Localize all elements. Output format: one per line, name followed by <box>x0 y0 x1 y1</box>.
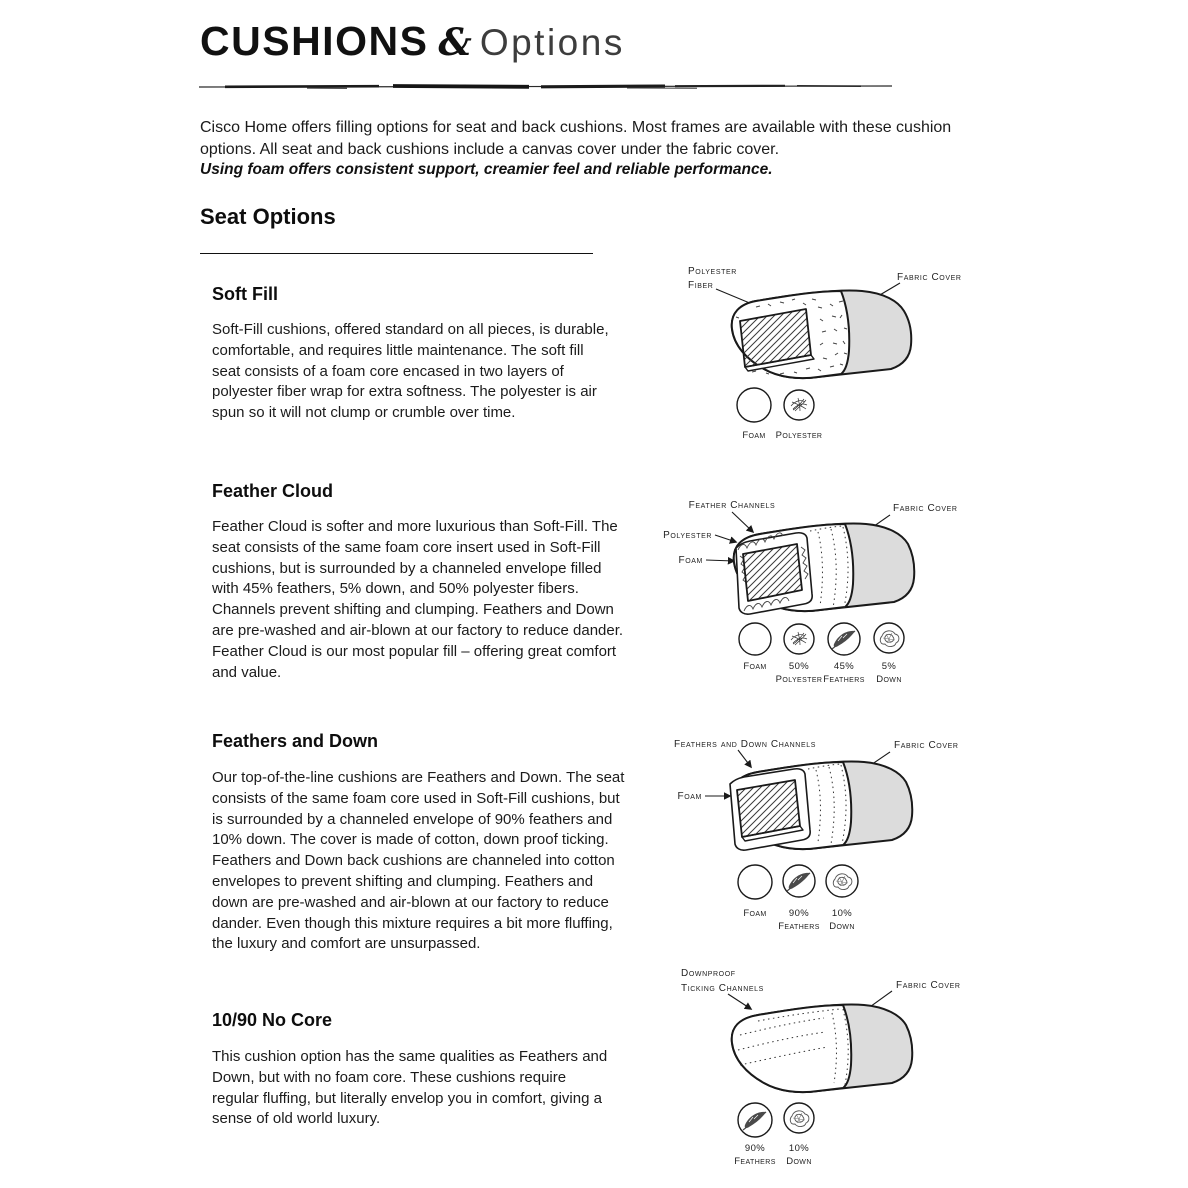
figure-10-90-no-core-cushion <box>650 955 990 1185</box>
foam-core <box>737 780 800 837</box>
title-underline <box>197 80 897 94</box>
callout-arrow <box>728 994 751 1009</box>
figure-feathers-and-down-cushion <box>650 730 990 935</box>
key-label: Polyester <box>775 430 823 441</box>
title-ampersand: & <box>438 20 472 64</box>
page-title <box>200 18 625 65</box>
key-label: 5% <box>881 661 897 672</box>
callout-downproof-ticking: Downproof <box>681 968 736 979</box>
callout-foam: Foam <box>678 555 703 566</box>
key-circle-foam <box>737 388 771 422</box>
callout-feathers-down-channels: Feathers and Down Channels <box>674 739 816 750</box>
heading-10-90-no-core: 10/90 No Core <box>212 1010 333 1030</box>
key-label: 10% <box>788 1143 810 1154</box>
key-label: Down <box>876 674 902 685</box>
key-circle-down <box>874 623 904 653</box>
heading-feather-cloud: Feather Cloud <box>212 481 334 501</box>
figure-soft-fill-cushion <box>660 255 990 455</box>
key-circle-down <box>826 865 858 897</box>
callout-arrow <box>738 750 751 767</box>
callout-polyester-fiber: Polyester <box>688 266 737 277</box>
callout-polyester: Polyester <box>663 530 712 541</box>
key-label: 90% <box>788 908 810 919</box>
key-label: Down <box>829 921 855 932</box>
key-label: Feathers <box>734 1156 776 1167</box>
title-word-cushions: CUSHIONS <box>200 18 429 64</box>
callout-fabric-cover: Fabric Cover <box>894 740 959 751</box>
key-label: 90% <box>744 1143 766 1154</box>
title-word-options: Options <box>479 22 625 63</box>
callout-feather-channels: Feather Channels <box>688 500 776 511</box>
section-divider-line <box>200 253 593 254</box>
seat-options-heading: Seat Options <box>200 204 336 229</box>
body-10-90-no-core: This cushion option has the same qualities as Feathers and Down, but with no foam core. These cushions require regular fluffing, but literally envelop you in comfort, giving a sense of old world luxury. <box>212 1048 608 1128</box>
callout-foam: Foam <box>677 791 702 802</box>
key-label: Foam <box>743 908 767 919</box>
callout-downproof-ticking-line2: Ticking Channels <box>681 983 764 994</box>
key-label: Polyester <box>775 674 823 685</box>
body-soft-fill: Soft-Fill cushions, offered standard on all pieces, is durable, comfortable, and requires little maintenance. The soft fill seat consists of a foam core encased in two layers of polyester fiber wrap for extra softness. The polyester is air spun so it will not clump or crumble over time. <box>212 321 609 422</box>
key-label: 50% <box>788 661 810 672</box>
callout-arrow <box>732 512 753 532</box>
heading-soft-fill: Soft Fill <box>212 284 278 304</box>
body-feather-cloud: Feather Cloud is softer and more luxurious than Soft-Fill. The seat consists of the same foam core insert used in Soft-Fill cushions, but is surrounded by a channeled envelope filled with 45% feathers, 5% down, and 50% polyester fibers. Channels prevent shifting and clumping. Feathers and Down are pre-washed and air-blown at our factory to reduce dander. Feather Cloud is our most popular fill – offering great comfort and value. <box>212 518 624 681</box>
callout-fabric-cover: Fabric Cover <box>893 503 958 514</box>
intro-emphasis: Using foam offers consistent support, creamier feel and reliable performance. <box>200 161 773 178</box>
callout-polyester-fiber-line2: Fiber <box>688 280 714 291</box>
body-feathers-and-down: Our top-of-the-line cushions are Feathers and Down. The seat consists of the same foam core used in Soft-Fill cushions, but is surrounded by a channeled envelope of 90% feathers and 10% down. The cover is made of cotton, down proof ticking. Feathers and Down back cushions are channeled into cotton envelopes to prevent shifting and clumping. Feathers and down are pre-washed and air-blown at our factory to reduce dander. Even though this mixture requires a bit more fluffing, the luxury and comfort are unsurpassed. <box>212 769 625 953</box>
key-label: Feathers <box>823 674 865 685</box>
key-label: 10% <box>831 908 853 919</box>
key-circle-down <box>784 1103 814 1133</box>
key-label: Feathers <box>778 921 820 932</box>
key-label: Foam <box>742 430 766 441</box>
callout-arrow <box>706 560 734 561</box>
figure-feather-cloud-cushion <box>650 490 990 695</box>
callout-fabric-cover: Fabric Cover <box>897 272 962 283</box>
key-circle-foam <box>739 623 771 655</box>
key-label: Foam <box>743 661 767 672</box>
callout-fabric-cover: Fabric Cover <box>896 980 961 991</box>
foam-core <box>743 544 802 601</box>
intro-paragraph: Cisco Home offers filling options for seat and back cushions. Most frames are available with these cushion options. All seat and back cushions include a canvas cover under the fabric cover. <box>200 119 952 158</box>
key-label: 45% <box>833 661 855 672</box>
key-label: Down <box>786 1156 812 1167</box>
heading-feathers-and-down: Feathers and Down <box>212 731 379 751</box>
callout-arrow <box>715 535 736 542</box>
key-circle-foam <box>738 865 772 899</box>
